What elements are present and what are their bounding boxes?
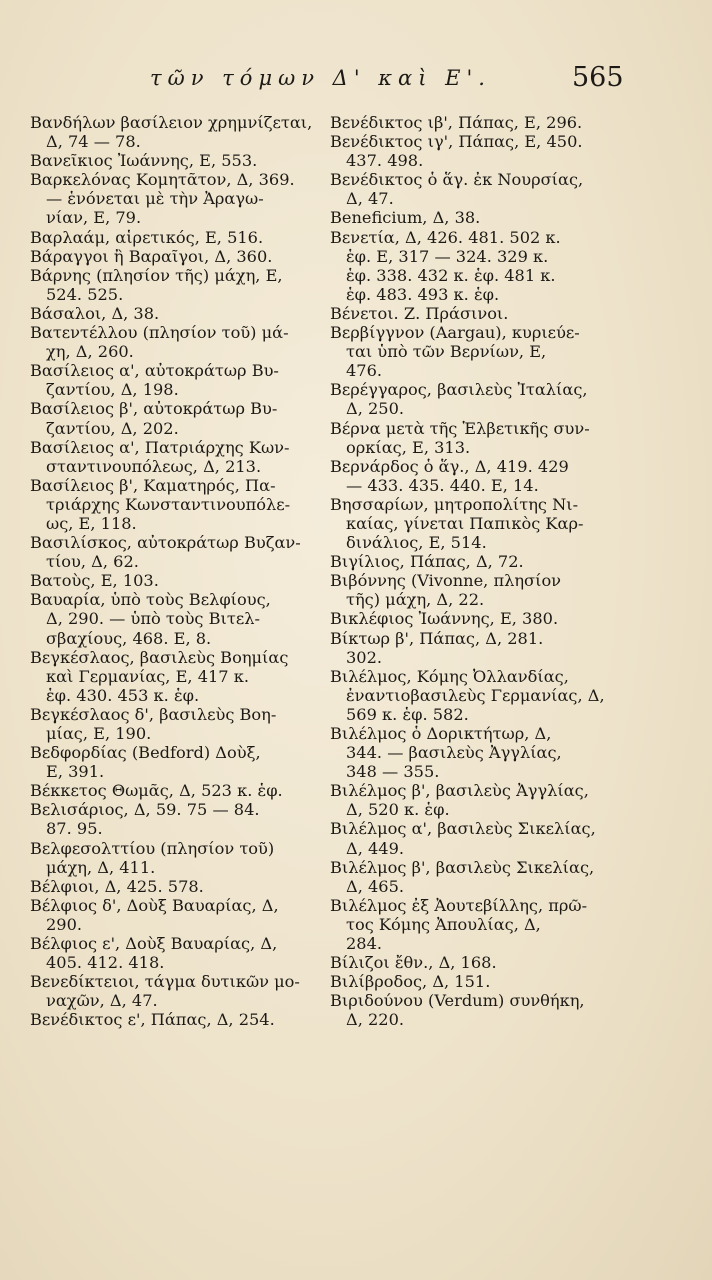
index-entry: [330, 953, 622, 972]
index-entry-continuation-line: — ἑνόνεται μὲ τὴν Ἀραγω-: [46, 189, 264, 209]
index-entry-continuation-line: ζαντίου, Δ, 198.: [46, 380, 179, 400]
index-entry-continuation-line: Δ, 465.: [346, 876, 405, 896]
index-entry-continuation-line: ως, Ε, 118.: [46, 513, 137, 533]
index-entry: [30, 934, 320, 972]
index-entry-headword-line: Βικλέφιος Ἰωάννης, Ε, 380.: [330, 609, 559, 629]
index-entry: [330, 552, 622, 571]
index-entry: [330, 208, 622, 227]
index-entry-headword-line: Βαρλαάμ, αἱρετικός, Ε, 516.: [30, 227, 264, 247]
index-entry: [30, 247, 320, 266]
running-title: τῶν τόμων Δ' καὶ Ε'.: [150, 66, 491, 90]
index-entry-headword-line: Βερνάρδος ὁ ἅγ., Δ, 419. 429: [330, 456, 569, 476]
index-entry-continuation-line: Δ, 520 κ. ἑφ.: [346, 800, 450, 820]
index-entry: [30, 743, 320, 781]
index-entry: [30, 228, 320, 247]
index-entry: [30, 304, 320, 323]
index-entry-continuation-line: 284.: [346, 934, 383, 954]
index-entry: [330, 571, 622, 609]
index-entry-headword-line: Βεγκέσλαος, βασιλεὺς Βοημίας: [30, 647, 289, 667]
index-entry: [330, 419, 622, 457]
index-entry-headword-line: Βίλιζοι ἔθν., Δ, 168.: [330, 953, 497, 973]
index-entry: [30, 1010, 320, 1029]
index-entry-headword-line: Βάσαλοι, Δ, 38.: [30, 303, 160, 323]
index-entry: [330, 609, 622, 628]
index-entry-continuation-line: ναχῶν, Δ, 47.: [46, 991, 158, 1011]
index-entry: [330, 380, 622, 418]
index-entry: [30, 648, 320, 705]
index-entry: [30, 151, 320, 170]
page-number: 565: [572, 62, 624, 93]
index-entry-headword-line: Βιριδούνου (Verdum) συνθήκη,: [330, 991, 585, 1011]
index-entry: [330, 896, 622, 953]
index-entry-continuation-line: τῆς) μάχη, Δ, 22.: [346, 590, 485, 610]
index-entry-headword-line: Βάραγγοι ἢ Βαραῖγοι, Δ, 360.: [30, 246, 273, 266]
index-entry-continuation-line: 348 — 355.: [346, 762, 440, 782]
index-entry: [30, 399, 320, 437]
index-entry-continuation-line: ορκίας, Ε, 313.: [346, 437, 471, 457]
index-entry-headword-line: Βασιλίσκος, αὐτοκράτωρ Βυζαν-: [30, 533, 301, 553]
index-entry-continuation-line: Δ, 290. — ὑπὸ τοὺς Βιτελ-: [46, 609, 260, 629]
index-entry-headword-line: Βιγίλιος, Πάπας, Δ, 72.: [330, 552, 524, 572]
index-entry-continuation-line: ἑφ. Ε, 317 — 324. 329 κ.: [346, 246, 549, 266]
index-entry-continuation-line: σβαχίους, 468. Ε, 8.: [46, 628, 212, 648]
index-entry-continuation-line: μίας, Ε, 190.: [46, 724, 152, 743]
index-entry: [330, 304, 622, 323]
index-entry: [330, 170, 622, 208]
index-entry: [330, 991, 622, 1029]
index-entry-continuation-line: ἑφ. 430. 453 κ. ἑφ.: [46, 685, 200, 705]
index-entry-headword-line: Βέκκετος Θωμᾶς, Δ, 523 κ. ἑφ.: [30, 781, 283, 801]
index-entry-continuation-line: ται ὑπὸ τῶν Βερνίων, Ε,: [346, 342, 547, 362]
index-entry-continuation-line: Δ, 47.: [346, 189, 394, 209]
index-entry: [30, 533, 320, 571]
index-entry: [330, 724, 622, 781]
index-entry-headword-line: Βιβόννης (Vivonne, πλησίον: [330, 571, 562, 591]
index-entry-continuation-line: δινάλιος, Ε, 514.: [346, 533, 487, 553]
index-entry: [30, 438, 320, 476]
index-entry-continuation-line: 302.: [346, 647, 383, 667]
index-entry-continuation-line: 476.: [346, 361, 383, 381]
index-entry-continuation-line: χη, Δ, 260.: [46, 342, 134, 362]
index-entry: [30, 972, 320, 1010]
index-entry-continuation-line: ἑφ. 483. 493 κ. ἑφ.: [346, 284, 500, 304]
index-entry-headword-line: Βέλφιος δ', Δοὺξ Βαυαρίας, Δ,: [30, 895, 279, 915]
index-entry: [30, 896, 320, 934]
index-entry-continuation-line: 569 κ. ἑφ. 582.: [346, 704, 469, 724]
index-entry-continuation-line: τίου, Δ, 62.: [46, 552, 139, 572]
index-column-left: [30, 113, 320, 1030]
index-entry: [30, 170, 320, 227]
index-entry-headword-line: Βένετοι. Ζ. Πράσινοι.: [330, 303, 509, 323]
index-entry-continuation-line: ζαντίου, Δ, 202.: [46, 418, 179, 438]
index-entry: [30, 266, 320, 304]
index-entry-headword-line: Βατοὺς, Ε, 103.: [30, 571, 159, 591]
index-entry-headword-line: Βιλέλμος, Κόμης Ὀλλανδίας,: [330, 666, 569, 686]
index-entry-continuation-line: Δ, 449.: [346, 838, 405, 858]
index-entry-continuation-line: Δ, 250.: [346, 399, 405, 419]
index-entry-headword-line: Βέλφιος ε', Δοὺξ Βαυαρίας, Δ,: [30, 934, 278, 954]
index-entry-continuation-line: 344. — βασιλεὺς Ἀγγλίας,: [346, 743, 562, 763]
index-entry-headword-line: Βιλέλμος β', βασιλεὺς Σικελίας,: [330, 857, 595, 877]
index-entry-headword-line: Βενεδίκτειοι, τάγμα δυτικῶν μο-: [30, 972, 300, 992]
index-entry: [30, 800, 320, 838]
index-entry: [30, 590, 320, 647]
index-entry-headword-line: Βίκτωρ β', Πάπας, Δ, 281.: [330, 628, 544, 648]
index-entry: [330, 113, 622, 132]
index-entry-continuation-line: Δ, 220.: [346, 1010, 405, 1030]
index-entry-headword-line: Βενέδικτος ιγ', Πάπας, Ε, 450.: [330, 132, 583, 152]
index-entry-headword-line: Βενέδικτος ὁ ἅγ. ἐκ Νουρσίας,: [330, 170, 584, 190]
index-entry-continuation-line: 87. 95.: [46, 819, 103, 839]
index-entry-headword-line: Βενέδικτος ε', Πάπας, Δ, 254.: [30, 1010, 275, 1030]
index-entry-headword-line: Βησσαρίων, μητροπολίτης Νι-: [330, 494, 579, 514]
index-entry-continuation-line: τος Κόμης Ἀπουλίας, Δ,: [346, 914, 541, 934]
index-entry: [30, 839, 320, 877]
index-entry-headword-line: Βασίλειος α', Πατριάρχης Κων-: [30, 437, 290, 457]
index-entry: [30, 476, 320, 533]
index-entry-headword-line: Beneficium, Δ, 38.: [330, 208, 481, 228]
index-entry-headword-line: Βελισάριος, Δ, 59. 75 — 84.: [30, 800, 260, 820]
index-entry-continuation-line: Ε, 391.: [46, 762, 105, 782]
index-entry-headword-line: Βεδφορδίας (Bedford) Δοὺξ,: [30, 743, 261, 763]
index-entry-continuation-line: ἑφ. 338. 432 κ. ἑφ. 481 κ.: [346, 265, 556, 285]
index-entry-continuation-line: τριάρχης Κωνσταντινουπόλε-: [46, 494, 291, 514]
index-entry-headword-line: Βερέγγαρος, βασιλεὺς Ἰταλίας,: [330, 380, 588, 400]
index-column-right: [330, 113, 622, 1030]
index-entry-headword-line: Βεγκέσλαος δ', βασιλεὺς Βοη-: [30, 704, 277, 724]
index-entry-continuation-line: 437. 498.: [346, 151, 424, 171]
index-entry-continuation-line: καίας, γίνεται Παπικὸς Καρ-: [346, 513, 584, 533]
index-entry-continuation-line: καὶ Γερμανίας, Ε, 417 κ.: [46, 666, 250, 686]
index-entry-continuation-line: 405. 412. 418.: [46, 953, 165, 973]
index-entry-headword-line: Βενετία, Δ, 426. 481. 502 κ.: [330, 227, 561, 247]
index-entry-continuation-line: Δ, 74 — 78.: [46, 132, 141, 152]
index-entry: [330, 858, 622, 896]
index-entry-headword-line: Βέρνα μετὰ τῆς Ἑλβετικῆς συν-: [330, 418, 590, 438]
index-entry-headword-line: Βανδήλων βασίλειον χρημνίζεται,: [30, 113, 313, 132]
index-entry-continuation-line: νίαν, Ε, 79.: [46, 208, 142, 228]
index-entry: [330, 228, 622, 304]
index-entry-headword-line: Βατεντέλλου (πλησίον τοῦ) μά-: [30, 323, 289, 343]
index-entry-headword-line: Βανεῖκιος Ἰωάννης, Ε, 553.: [30, 151, 258, 171]
index-entry-headword-line: Βιλέλμος ἐξ Ἀουτεβίλλης, πρῶ-: [330, 895, 588, 915]
index-entry: [30, 361, 320, 399]
index-entry-continuation-line: σταντινουπόλεως, Δ, 213.: [46, 456, 262, 476]
index-entry: [330, 972, 622, 991]
page-header: [0, 62, 712, 98]
index-entry: [30, 323, 320, 361]
index-entry-headword-line: Βιλίβροδος, Δ, 151.: [330, 972, 491, 992]
index-entry: [330, 132, 622, 170]
index-entry-headword-line: Βασίλειος β', αὐτοκράτωρ Βυ-: [30, 399, 278, 419]
index-entry: [30, 877, 320, 896]
index-entry-headword-line: Βιλέλμος α', βασιλεὺς Σικελίας,: [330, 819, 596, 839]
index-entry: [330, 781, 622, 819]
index-entry: [330, 323, 622, 380]
index-entry-headword-line: Βαρκελόνας Κομητᾶτον, Δ, 369.: [30, 170, 295, 190]
index-entry-headword-line: Βερβίγγνον (Aargau), κυριεύε-: [330, 323, 580, 343]
index-entry-headword-line: Βαυαρία, ὑπὸ τοὺς Βελφίους,: [30, 590, 271, 610]
index-entry-headword-line: Βιλέλμος β', βασιλεὺς Ἀγγλίας,: [330, 781, 589, 801]
index-entry-headword-line: Βελφεσολττίου (πλησίον τοῦ): [30, 838, 275, 858]
index-entry: [30, 113, 320, 151]
index-entry-continuation-line: ἐναντιοβασιλεὺς Γερμανίας, Δ,: [346, 685, 605, 705]
index-entry: [330, 495, 622, 552]
index-entry-continuation-line: — 433. 435. 440. Ε, 14.: [346, 475, 539, 495]
index-entry: [330, 819, 622, 857]
index-entry-headword-line: Βασίλειος β', Καματηρός, Πα-: [30, 475, 276, 495]
index-entry-continuation-line: μάχη, Δ, 411.: [46, 857, 156, 877]
index-entry-continuation-line: 290.: [46, 914, 83, 934]
index-entry-headword-line: Βιλέλμος ὁ Δορικτήτωρ, Δ,: [330, 724, 552, 743]
index-entry-headword-line: Βενέδικτος ιβ', Πάπας, Ε, 296.: [330, 113, 583, 132]
index-entry: [30, 781, 320, 800]
index-entry-headword-line: Βασίλειος α', αὐτοκράτωρ Βυ-: [30, 361, 279, 381]
index-entry-headword-line: Βάρνης (πλησίον τῆς) μάχη, Ε,: [30, 265, 283, 285]
index-entry: [30, 705, 320, 743]
index-entry: [330, 457, 622, 495]
index-entry: [330, 667, 622, 724]
index-entry-continuation-line: 524. 525.: [46, 284, 124, 304]
index-entry: [330, 629, 622, 667]
index-entry: [30, 571, 320, 590]
index-entry-headword-line: Βέλφιοι, Δ, 425. 578.: [30, 876, 204, 896]
